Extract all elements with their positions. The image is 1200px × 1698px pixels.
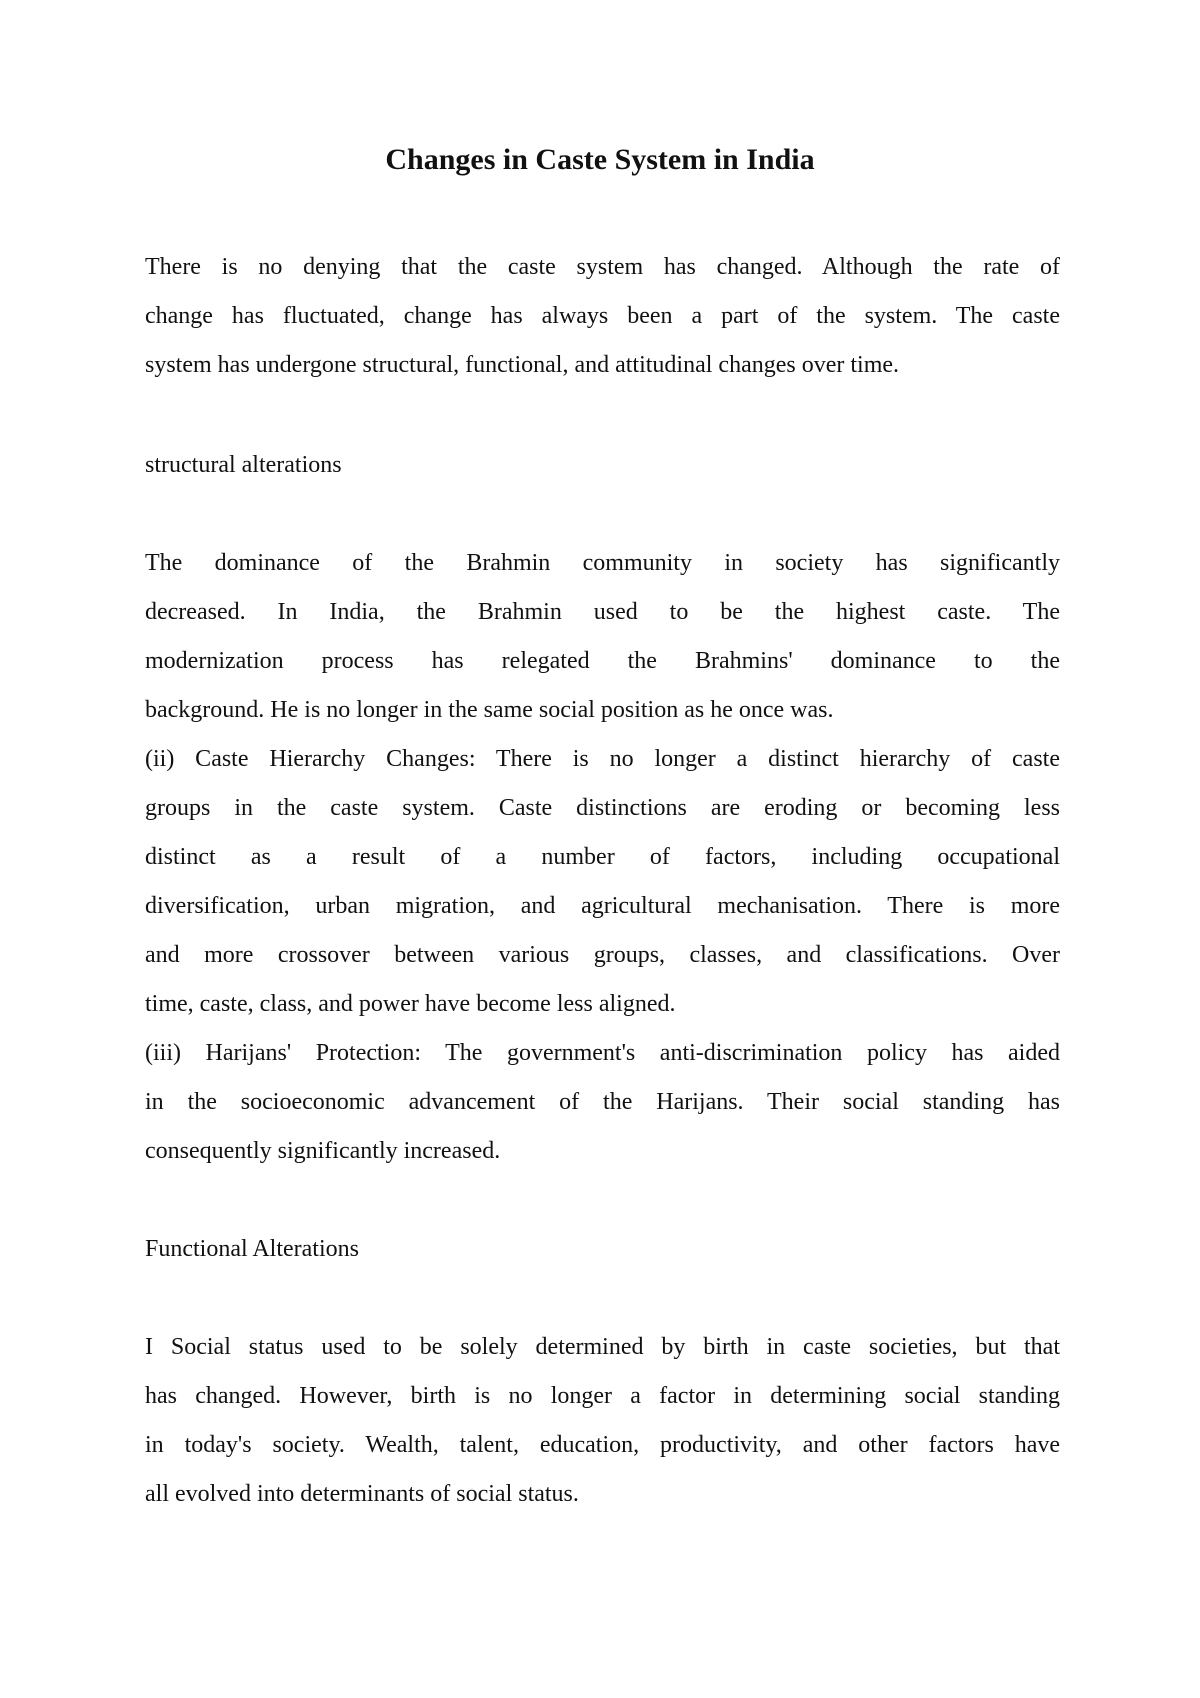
text-line: all evolved into determinants of social status. bbox=[145, 1481, 579, 1507]
text-line: and more crossover between various groups, classes, and classifications. Over bbox=[145, 942, 1060, 968]
section-heading-functional: Functional Alterations bbox=[145, 1236, 359, 1262]
text-line: distinct as a result of a number of factors, including occupational bbox=[145, 844, 1060, 870]
text-line: system has undergone structural, functional, and attitudinal changes over time. bbox=[145, 352, 900, 378]
text-line: diversification, urban migration, and agricultural mechanisation. There is more bbox=[145, 893, 1060, 919]
structural-paragraph-3 bbox=[145, 1029, 1060, 1176]
intro-paragraph bbox=[145, 243, 1060, 390]
document-title: Changes in Caste System in India bbox=[385, 143, 815, 176]
text-line: The dominance of the Brahmin community in society has significantly bbox=[145, 550, 1060, 576]
text-line: has changed. However, birth is no longer a factor in determining social standing bbox=[145, 1383, 1060, 1409]
text-line: modernization process has relegated the Brahmins' dominance to the bbox=[145, 648, 1060, 674]
text-line: in today's society. Wealth, talent, education, productivity, and other factors have bbox=[145, 1432, 1060, 1458]
text-line: (iii) Harijans' Protection: The government's anti-discrimination policy has aided bbox=[145, 1040, 1060, 1066]
text-line: change has fluctuated, change has always been a part of the system. The caste bbox=[145, 303, 1060, 329]
structural-paragraph-1 bbox=[145, 539, 1060, 735]
text-line: background. He is no longer in the same social position as he once was. bbox=[145, 697, 834, 723]
text-line: groups in the caste system. Caste distinctions are eroding or becoming less bbox=[145, 795, 1060, 821]
text-line: I Social status used to be solely determined by birth in caste societies, but that bbox=[145, 1334, 1060, 1360]
structural-paragraph-2 bbox=[145, 735, 1060, 1029]
text-line: (ii) Caste Hierarchy Changes: There is no longer a distinct hierarchy of caste bbox=[145, 746, 1060, 772]
text-line: decreased. In India, the Brahmin used to be the highest caste. The bbox=[145, 599, 1060, 625]
section-heading-structural: structural alterations bbox=[145, 452, 342, 478]
text-line: There is no denying that the caste system has changed. Although the rate of bbox=[145, 254, 1060, 280]
text-line: consequently significantly increased. bbox=[145, 1138, 501, 1164]
functional-paragraph-1 bbox=[145, 1323, 1060, 1519]
text-line: time, caste, class, and power have become less aligned. bbox=[145, 991, 676, 1017]
text-line: in the socioeconomic advancement of the Harijans. Their social standing has bbox=[145, 1089, 1060, 1115]
